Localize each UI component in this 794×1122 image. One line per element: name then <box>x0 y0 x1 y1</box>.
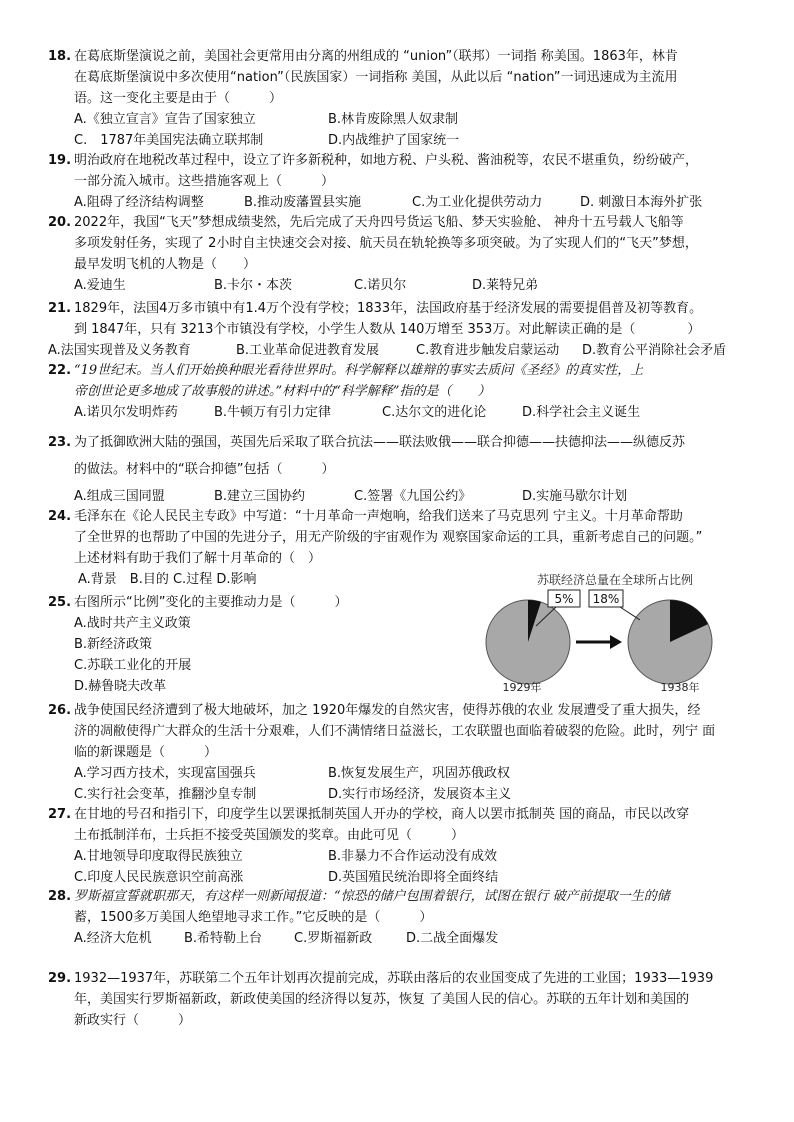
question-stem: 1829年，法国4万多市镇中有1.4万个没有学校；1833年，法国政府基于经济发展的需要提倡普及初等教育。 <box>74 301 703 316</box>
share-label-1938: 18% <box>592 592 620 606</box>
question-stem: 语。这一变化主要是由于（ ） <box>74 91 283 106</box>
callout-line-1938 <box>620 607 640 620</box>
year-label-1938: 1938年 <box>660 681 700 694</box>
options <box>48 846 760 867</box>
option-b: B.卡尔・本茨 <box>214 278 293 293</box>
question-20 <box>48 212 760 296</box>
share-label-1929: 5% <box>554 592 574 606</box>
figure-title: 苏联经济总量在全球所占比例 <box>536 573 694 587</box>
question-number: 28. <box>48 889 72 904</box>
question-21 <box>48 298 760 361</box>
question-stem: 右图所示“比例”变化的主要推动力是（ ） <box>74 595 348 610</box>
question-number: 25. <box>48 595 72 610</box>
question-number: 19. <box>48 153 72 168</box>
question-number: 20. <box>48 215 72 230</box>
question-stem: 上述材料有助于我们了解十月革命的（ ） <box>74 551 322 566</box>
option-a: A.《独立宣言》宣告了国家独立 <box>74 112 256 127</box>
option-d: D.实行市场经济，发展资本主义 <box>328 787 512 802</box>
option-a: A.学习西方技术，实现富国强兵 <box>74 766 256 781</box>
option-b: B.恢复发展生产，巩固苏俄政权 <box>328 766 511 781</box>
soviet-economy-share-figure <box>480 570 750 694</box>
question-29 <box>48 968 760 1031</box>
question-26 <box>48 700 760 805</box>
option-c: C.印度人民民族意识空前高涨 <box>74 870 244 885</box>
option-d: D.赫鲁晓夫改革 <box>74 679 167 694</box>
option-c: C.达尔文的进化论 <box>382 405 487 420</box>
question-number: 18. <box>48 49 72 64</box>
question-stem: “19世纪末。当人们开始换种眼光看待世界时。科学解释以雄辩的事实去质问《圣经》的真实性，上 <box>74 363 644 378</box>
option-a: A.法国实现普及义务教育 <box>48 343 191 358</box>
question-stem: 1932—1937年，苏联第二个五年计划再次提前完成，苏联由落后的农业国变成了先进的工业国；1933—1939 <box>74 971 714 986</box>
option-b: B.牛顿万有引力定律 <box>214 405 332 420</box>
question-stem: 最早发明飞机的人物是（ ） <box>74 257 257 272</box>
question-25 <box>48 592 468 697</box>
question-stem: 年，美国实行罗斯福新政，新政使美国的经济得以复苏，恢复 了美国人民的信心。苏联的五年计划和美国的 <box>74 992 690 1007</box>
option-b: B.工业革命促进教育发展 <box>236 343 380 358</box>
question-number: 27. <box>48 807 72 822</box>
options <box>48 486 760 507</box>
question-stem: 新政实行（ ） <box>74 1013 192 1028</box>
option-c: C.实行社会变革，推翻沙皇专制 <box>74 787 257 802</box>
option-c: C.为工业化提供劳动力 <box>412 195 543 210</box>
option-b: B.新经济政策 <box>74 637 153 652</box>
option-a: A.经济大危机 <box>74 931 152 946</box>
option-a: A.甘地领导印度取得民族独立 <box>74 849 243 864</box>
question-stem: 临的新课题是（ ） <box>74 745 218 760</box>
option-d: D.实施马歇尔计划 <box>522 489 628 504</box>
question-stem: 的做法。材料中的“联合抑德”包括（ ） <box>74 462 335 477</box>
option-d: D.科学社会主义诞生 <box>522 405 641 420</box>
question-number: 24. <box>48 509 72 524</box>
question-27 <box>48 804 760 888</box>
option-d: D.英国殖民统治即将全面终结 <box>328 870 499 885</box>
question-stem: 济的凋敝使得广大群众的生活十分艰难，人们不满情绪日益滋长，工农联盟也面临着破裂的危险。此时，列宁 面 <box>74 724 716 739</box>
option-c: C.签署《九国公约》 <box>354 489 472 504</box>
question-stem: 明治政府在地税改革过程中，设立了许多新税种，如地方税、户头税、酱油税等，农民不堪重负，纷纷破产， <box>74 153 699 168</box>
options <box>48 130 760 151</box>
option-c: C. 1787年美国宪法确立联邦制 <box>74 133 264 148</box>
question-stem: 到 1847年，只有 3213个市镇没有学校，小学生人数从 140万增至 353万。对此解读正确的是（ ） <box>74 322 701 337</box>
question-stem: 帝创世论更多地成了故事般的讲述。”材料中的“科学解释”指的是（ ） <box>74 384 491 399</box>
option-b: B.林肯废除黑人奴隶制 <box>328 112 459 127</box>
option-c: C.诺贝尔 <box>354 278 407 293</box>
question-stem: 多项发射任务，实现了 2小时自主快速交会对接、航天员在轨轮换等多项突破。为了实现人们的“飞天”梦想， <box>74 236 698 251</box>
question-stem: 了全世界的也帮助了中国的先进分子，用无产阶级的宇宙观作为 观察国家命运的工具，重新考虑自己的问题。” <box>74 530 703 545</box>
question-stem: 在甘地的号召和指引下，印度学生以罢课抵制英国人开办的学校，商人以罢市抵制英 国的商品，市民以改穿 <box>74 807 690 822</box>
question-19 <box>48 150 760 213</box>
option-a: A.诺贝尔发明炸药 <box>74 405 178 420</box>
arrow-head <box>610 635 622 649</box>
options <box>48 613 468 697</box>
option-d: D.二战全面爆发 <box>406 931 499 946</box>
question-stem: 毛泽东在《论人民民主专政》中写道：“十月革命一声炮响，给我们送来了马克思列 宁主义。十月革命帮助 <box>74 509 683 524</box>
option-d: D.教育公平消除社会矛盾 <box>582 343 727 358</box>
options <box>48 784 760 805</box>
options <box>48 867 760 888</box>
question-stem: 战争使国民经济遭到了极大地破坏，加之 1920年爆发的自然灾害，使得苏俄的农业 发展遭受了重大损失，经 <box>74 703 701 718</box>
option-c: C.苏联工业化的开展 <box>74 658 192 673</box>
option-a: A.爱迪生 <box>74 278 126 293</box>
question-23 <box>48 432 760 507</box>
question-stem: 在葛底斯堡演说之前，美国社会更常用由分离的州组成的 “union”（联邦）一词指 称美国。1863年，林肯 <box>74 49 678 64</box>
options <box>48 928 760 949</box>
option-b: B.非暴力不合作运动没有成效 <box>328 849 498 864</box>
question-number: 22. <box>48 363 72 378</box>
option-d: D. 刺激日本海外扩张 <box>580 195 703 210</box>
question-number: 21. <box>48 301 72 316</box>
question-stem: 为了抵御欧洲大陆的强国，英国先后采取了联合抗法——联法败俄——联合抑德——扶德抑法——纵德反苏 <box>74 435 686 450</box>
options <box>48 192 760 213</box>
option-b: B.希特勒上台 <box>184 931 263 946</box>
options: A.背景 B.目的 C.过程 D.影响 <box>78 572 257 587</box>
option-c: C.罗斯福新政 <box>294 931 373 946</box>
question-number: 29. <box>48 971 72 986</box>
options <box>48 340 760 361</box>
question-number: 26. <box>48 703 72 718</box>
question-stem: 一部分流入城市。这些措施客观上（ ） <box>74 174 335 189</box>
question-28 <box>48 886 760 949</box>
option-a: A.组成三国同盟 <box>74 489 165 504</box>
option-c: C.教育进步触发启蒙运动 <box>416 343 560 358</box>
options <box>48 763 760 784</box>
question-stem: 2022年，我国“飞天”梦想成绩斐然，先后完成了天舟四号货运飞船、梦天实验舱、 神舟十五号载人飞船等 <box>74 215 684 230</box>
question-stem: 土布抵制洋布，士兵拒不接受英国颁发的奖章。由此可见（ ） <box>74 828 465 843</box>
option-d: D.内战维护了国家统一 <box>328 133 460 148</box>
option-b: B.推动废藩置县实施 <box>244 195 362 210</box>
option-a: A.战时共产主义政策 <box>74 616 191 631</box>
year-label-1929: 1929年 <box>502 681 542 694</box>
options <box>48 109 760 130</box>
options <box>48 402 760 423</box>
question-22 <box>48 360 760 423</box>
option-a: A.阻碍了经济结构调整 <box>74 195 204 210</box>
options <box>48 275 760 296</box>
option-b: B.建立三国协约 <box>214 489 306 504</box>
question-18 <box>48 46 760 151</box>
question-stem: 在葛底斯堡演说中多次使用“nation”（民族国家）一词指称 美国，从此以后 “nation”一词迅速成为主流用 <box>74 70 678 85</box>
question-stem: 罗斯福宣誓就职那天，有这样一则新闻报道：“惊恐的储户包围着银行，试图在银行 破产前提取一生的储 <box>74 889 670 904</box>
question-stem: 蓄，1500多万美国人绝望地寻求工作。”它反映的是（ ） <box>74 910 433 925</box>
question-number: 23. <box>48 435 72 450</box>
option-d: D.莱特兄弟 <box>472 278 539 293</box>
